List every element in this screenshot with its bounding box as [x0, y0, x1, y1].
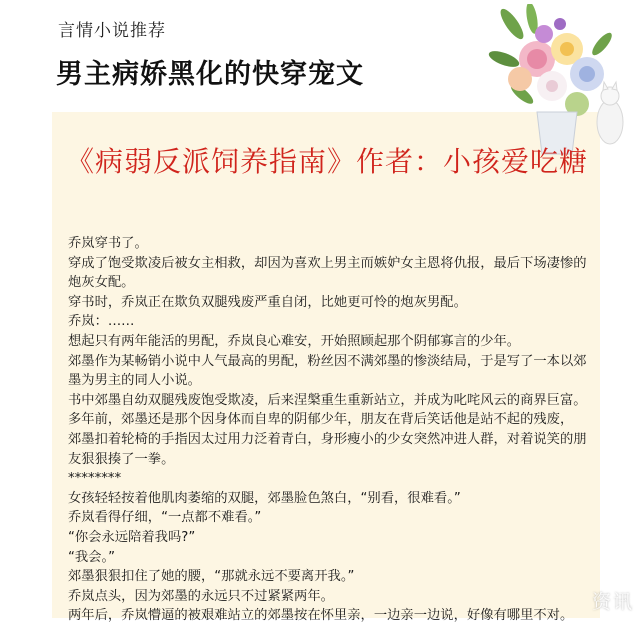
- paragraph: 穿书时，乔岚正在欺负双腿残废严重自闭，比她更可怜的炮灰男配。: [68, 294, 467, 310]
- paragraph: 书中郊墨自幼双腿残废饱受欺凌，后来涅槃重生重新站立，并成为叱咤风云的商界巨富。: [68, 392, 587, 408]
- paragraph: 乔岚穿书了。: [68, 236, 148, 251]
- paragraph: 两年后，乔岚懵逼的被艰难站立的郊墨按在怀里亲，一边亲一边说，好像有哪里不对。: [68, 608, 574, 624]
- paragraph: 想起只有两年能活的男配，乔岚良心难安，开始照顾起那个阴郁寡言的少年。: [68, 333, 521, 349]
- book-title: 《病弱反派饲养指南》作者：小孩爱吃糖: [66, 145, 589, 178]
- paragraph: 乔岚看得仔细，“一点都不难看。”: [68, 510, 262, 526]
- paragraph: 乔岚点头，因为郊墨的永远只不过紧紧两年。: [68, 588, 334, 604]
- paragraph: 穿成了饱受欺凌后被女主相救，却因为喜欢上男主而嫉妒女主恩将仇报，最后下场凄惨的炮灰女配。: [68, 255, 587, 291]
- watermark: 资讯: [591, 591, 634, 613]
- paragraph: 郊墨扣着轮椅的手指因太过用力泛着青白，身形瘦小的少女突然冲进人群，对着说笑的朋友狠狠揍了一拳。: [68, 431, 587, 467]
- paragraph-separator: ********: [68, 471, 122, 487]
- paragraph: 多年前，郊墨还是那个因身体而自卑的阴郁少年，朋友在背后笑话他是站不起的残废，: [68, 412, 574, 428]
- paragraph: “你会永远陪着我吗?”: [68, 529, 196, 545]
- synopsis-text: [68, 234, 588, 626]
- paragraph: “我会。”: [68, 549, 116, 565]
- paragraph: 郊墨狠狠扣住了她的腰，“那就永远不要离开我。”: [68, 569, 355, 585]
- category-label: 言情小说推荐: [58, 21, 166, 41]
- main-title: 男主病娇黑化的快穿宠文: [56, 59, 364, 90]
- paragraph: 郊墨作为某畅销小说中人气最高的男配，粉丝因不满郊墨的惨淡结局，于是写了一本以郊墨为男主的同人小说。: [68, 353, 587, 389]
- paragraph: 女孩轻轻按着他肌肉萎缩的双腿，郊墨脸色煞白，“别看，很难看。”: [68, 490, 461, 506]
- paragraph: 乔岚：……: [68, 314, 135, 330]
